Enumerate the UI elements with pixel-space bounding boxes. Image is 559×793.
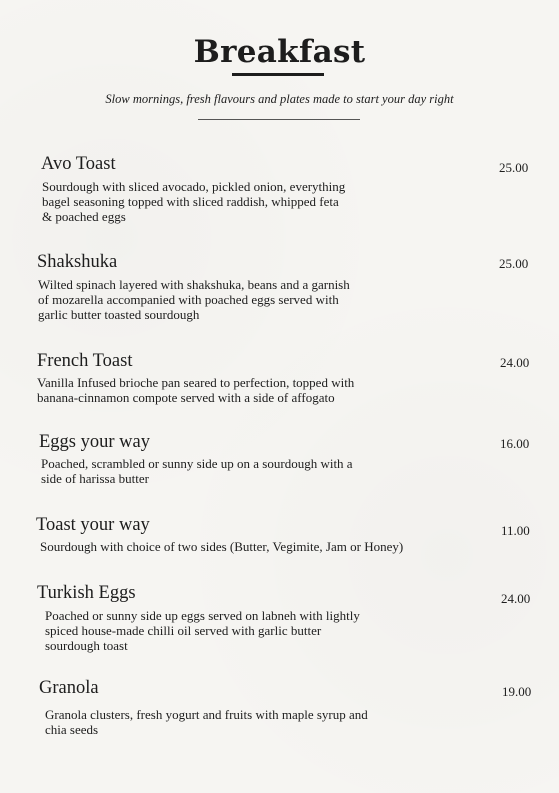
menu-title: Breakfast	[193, 34, 366, 70]
item-name-shakshuka: Shakshuka	[37, 252, 118, 272]
item-desc-eggs-your-way: Poached, scrambled or sunny side up on a sourdough with a side of harissa butter	[41, 456, 353, 486]
item-desc-avo-toast: Sourdough with sliced avocado, pickled onion, everything bagel seasoning topped with sliced raddish, whipped feta & poached eggs	[42, 179, 346, 224]
item-name-french-toast: French Toast	[37, 351, 133, 371]
item-price-turkish-eggs: 24.00	[501, 591, 531, 606]
item-desc-toast-your-way: Sourdough with choice of two sides (Butter, Vegimite, Jam or Honey)	[40, 539, 404, 554]
menu-subtitle: Slow mornings, fresh flavours and plates made to start your day right	[105, 92, 454, 106]
item-name-avo-toast: Avo Toast	[41, 154, 116, 174]
item-desc-shakshuka: Wilted spinach layered with shakshuka, beans and a garnish of mozarella accompanied with poached eggs served with garlic butter toasted sourdough	[38, 277, 350, 322]
item-price-granola: 19.00	[502, 684, 532, 699]
item-name-turkish-eggs: Turkish Eggs	[37, 583, 136, 603]
item-price-avo-toast: 25.00	[499, 160, 529, 175]
item-desc-granola: Granola clusters, fresh yogurt and fruits with maple syrup and chia seeds	[45, 707, 368, 737]
item-name-granola: Granola	[39, 678, 99, 698]
item-name-eggs-your-way: Eggs your way	[39, 432, 150, 452]
title-underline	[232, 73, 324, 76]
item-price-toast-your-way: 11.00	[501, 523, 530, 538]
item-price-shakshuka: 25.00	[499, 256, 529, 271]
item-price-eggs-your-way: 16.00	[500, 436, 530, 451]
header-divider	[198, 119, 360, 120]
item-desc-french-toast: Vanilla Infused brioche pan seared to perfection, topped with banana-cinnamon compote served with a side of affogato	[37, 375, 355, 405]
item-name-toast-your-way: Toast your way	[36, 515, 150, 535]
item-desc-turkish-eggs: Poached or sunny side up eggs served on labneh with lightly spiced house-made chilli oil served with garlic butter sourdough toast	[45, 608, 360, 653]
item-price-french-toast: 24.00	[500, 355, 530, 370]
